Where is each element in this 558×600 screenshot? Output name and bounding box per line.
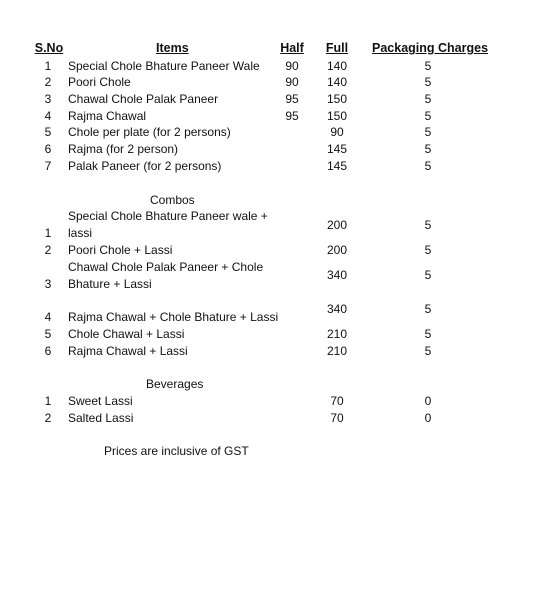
main-half: 95 bbox=[285, 109, 299, 123]
main-item: Rajma Chawal bbox=[68, 109, 147, 123]
combo-item-line1: Poori Chole + Lassi bbox=[68, 243, 173, 257]
header-full: Full bbox=[325, 41, 349, 55]
combo-sno: 5 bbox=[44, 327, 52, 341]
main-sno: 3 bbox=[44, 92, 52, 106]
main-packaging: 5 bbox=[424, 159, 432, 173]
main-half: 90 bbox=[285, 75, 299, 89]
combo-full: 210 bbox=[326, 327, 348, 341]
combo-full: 340 bbox=[326, 268, 348, 282]
beverage-full: 70 bbox=[330, 394, 344, 408]
combo-full: 200 bbox=[326, 243, 348, 257]
main-full: 145 bbox=[326, 159, 348, 173]
beverage-packaging: 0 bbox=[424, 394, 432, 408]
combo-item-line1: Rajma Chawal + Chole Bhature + Lassi bbox=[68, 310, 279, 324]
combo-item-line1: Chawal Chole Palak Paneer + Chole bbox=[68, 260, 264, 274]
main-sno: 1 bbox=[44, 59, 52, 73]
main-item: Rajma (for 2 person) bbox=[68, 142, 179, 156]
combo-packaging: 5 bbox=[424, 218, 432, 232]
combo-full: 210 bbox=[326, 344, 348, 358]
combo-item-line1: Rajma Chawal + Lassi bbox=[68, 344, 188, 358]
combo-sno: 4 bbox=[44, 310, 52, 324]
combo-packaging: 5 bbox=[424, 344, 432, 358]
main-item: Chawal Chole Palak Paneer bbox=[68, 92, 219, 106]
beverage-packaging: 0 bbox=[424, 411, 432, 425]
combo-packaging: 5 bbox=[424, 327, 432, 341]
main-sno: 5 bbox=[44, 125, 52, 139]
beverage-item: Salted Lassi bbox=[68, 411, 134, 425]
main-packaging: 5 bbox=[424, 92, 432, 106]
header-half: Half bbox=[280, 41, 304, 55]
gst-note: Prices are inclusive of GST bbox=[104, 444, 249, 458]
main-full: 90 bbox=[330, 125, 344, 139]
combo-item-line1: Special Chole Bhature Paneer wale + bbox=[68, 209, 268, 223]
main-full: 140 bbox=[326, 75, 348, 89]
combo-full: 200 bbox=[326, 218, 348, 232]
combos-title: Combos bbox=[150, 193, 195, 207]
main-item: Poori Chole bbox=[68, 75, 131, 89]
main-item: Palak Paneer (for 2 persons) bbox=[68, 159, 222, 173]
main-full: 140 bbox=[326, 59, 348, 73]
main-half: 95 bbox=[285, 92, 299, 106]
combo-item-line1: Chole Chawal + Lassi bbox=[68, 327, 185, 341]
combo-sno: 2 bbox=[44, 243, 52, 257]
beverage-full: 70 bbox=[330, 411, 344, 425]
main-full: 145 bbox=[326, 142, 348, 156]
main-packaging: 5 bbox=[424, 109, 432, 123]
combo-full: 340 bbox=[326, 302, 348, 316]
combo-packaging: 5 bbox=[424, 268, 432, 282]
main-packaging: 5 bbox=[424, 59, 432, 73]
combo-sno: 1 bbox=[44, 226, 52, 240]
main-packaging: 5 bbox=[424, 142, 432, 156]
beverage-item: Sweet Lassi bbox=[68, 394, 133, 408]
combo-packaging: 5 bbox=[424, 302, 432, 316]
main-packaging: 5 bbox=[424, 125, 432, 139]
combo-sno: 6 bbox=[44, 344, 52, 358]
header-items: Items bbox=[156, 41, 189, 55]
main-full: 150 bbox=[326, 109, 348, 123]
main-packaging: 5 bbox=[424, 75, 432, 89]
combo-item-line2: Bhature + Lassi bbox=[68, 277, 152, 291]
main-half: 90 bbox=[285, 59, 299, 73]
main-sno: 4 bbox=[44, 109, 52, 123]
combo-item-line2: lassi bbox=[68, 226, 93, 240]
main-item: Special Chole Bhature Paneer Wale bbox=[68, 59, 260, 73]
main-item: Chole per plate (for 2 persons) bbox=[68, 125, 231, 139]
combo-sno: 3 bbox=[44, 277, 52, 291]
header-packaging: Packaging Charges bbox=[372, 41, 489, 55]
header-sno: S.No bbox=[34, 41, 64, 55]
main-full: 150 bbox=[326, 92, 348, 106]
combo-packaging: 5 bbox=[424, 243, 432, 257]
beverage-sno: 2 bbox=[44, 411, 52, 425]
beverages-title: Beverages bbox=[146, 377, 204, 391]
main-sno: 7 bbox=[44, 159, 52, 173]
main-sno: 6 bbox=[44, 142, 52, 156]
beverage-sno: 1 bbox=[44, 394, 52, 408]
main-sno: 2 bbox=[44, 75, 52, 89]
